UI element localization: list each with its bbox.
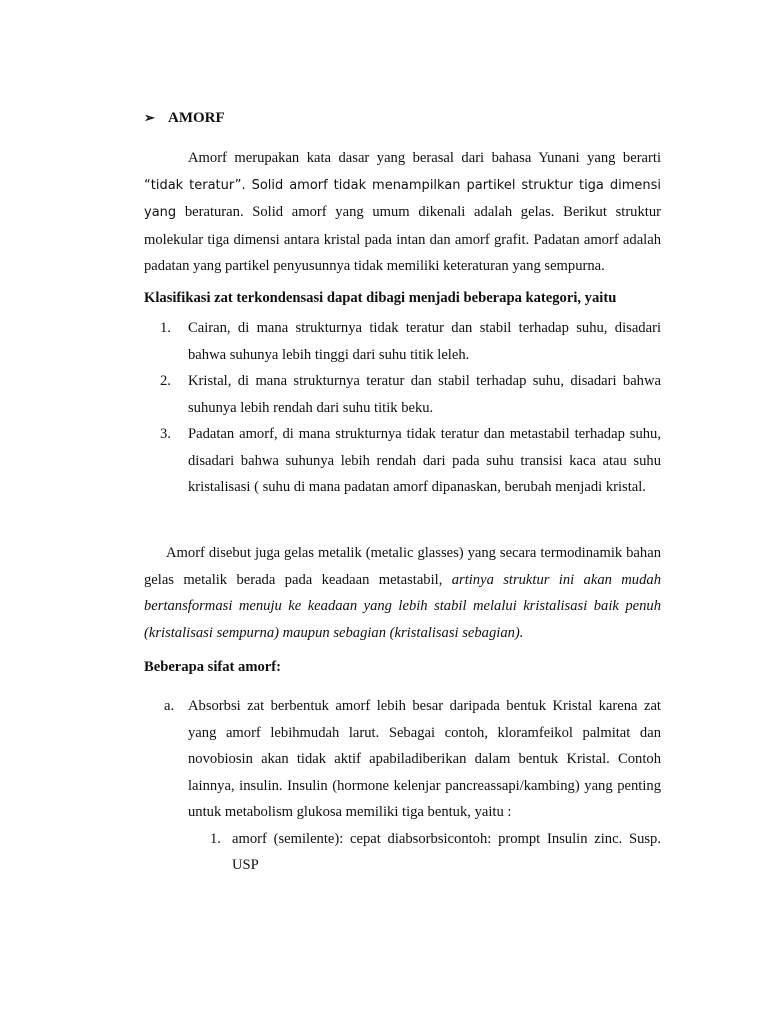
properties-list bbox=[144, 693, 661, 879]
intro-text-a: Amorf merupakan kata dasar yang berasal dari bahasa Yunani yang berarti bbox=[188, 150, 661, 166]
list-item-text: Padatan amorf, di mana strukturnya tidak teratur dan metastabil terhadap suhu, disadari bahwa suhunya lebih rendah dari pada suhu transisi kaca atau suhu kristalisasi ( suhu di mana padatan amorf dipanaskan, berubah menjadi kristal. bbox=[188, 426, 661, 495]
list-item-text: Kristal, di mana strukturnya teratur dan stabil terhadap suhu, disadari bahwa suhunya lebih rendah dari suhu titik beku. bbox=[188, 373, 661, 416]
classification-heading: Klasifikasi zat terkondensasi dapat dibagi menjadi beberapa kategori, yaitu bbox=[144, 290, 617, 306]
arrow-bullet-icon: ➢ bbox=[144, 110, 155, 125]
classification-list bbox=[144, 315, 661, 501]
sub-list-number: 1. bbox=[210, 830, 221, 847]
list-item bbox=[144, 693, 661, 826]
intro-text-b: “tidak teratur”. Solid amorf tidak menampilkan partikel struktur tiga dimensi yang bbox=[144, 177, 661, 220]
list-number: 3. bbox=[160, 426, 171, 442]
list-item bbox=[144, 421, 661, 501]
list-item-text: Cairan, di mana strukturnya tidak teratur dan stabil terhadap suhu, disadari bahwa suhunya lebih tinggi dari suhu titik leleh. bbox=[188, 320, 661, 363]
properties-heading: Beberapa sifat amorf: bbox=[144, 659, 281, 675]
list-number: 2. bbox=[160, 373, 171, 389]
metallic-glass-paragraph bbox=[144, 540, 661, 646]
paragraph-text: Amorf disebut juga gelas metalik (metalic glasses) yang secara termodinamik bahan gelas metalik berada pada keadaan metastabil, bbox=[144, 545, 661, 588]
sub-list-item bbox=[144, 826, 661, 879]
intro-text-c: beraturan. Solid amorf yang umum dikenali adalah gelas. Berikut struktur molekular tiga dimensi antara kristal pada intan dan amorf grafit. Padatan amorf adalah padatan yang partikel penyusunnya tidak memiliki keteraturan yang sempurna. bbox=[144, 204, 661, 274]
section-heading bbox=[144, 110, 661, 127]
paragraph-italic-text: artinya struktur ini akan mudah bertansformasi menuju ke keadaan yang lebih stabil melalui kristalisasi baik penuh (kristalisasi sempurna) maupun sebagian (kristalisasi sebagian). bbox=[144, 571, 661, 641]
list-item bbox=[144, 368, 661, 421]
list-letter: a. bbox=[164, 698, 175, 714]
list-number: 1. bbox=[160, 320, 171, 336]
list-item-text: Absorbsi zat berbentuk amorf lebih besar daripada bentuk Kristal karena zat yang amorf lebihmudah larut. Sebagai contoh, kloramfeikol palmitat dan novobiosin akan tidak aktif apabiladiberikan dalam bentuk Kristal. Contoh lainnya, insulin. Insulin (hormone kelenjar pancreassapi/kambing) yang penting untuk metabolism glukosa memiliki tiga bentuk, yaitu : bbox=[188, 698, 661, 820]
section-title: AMORF bbox=[168, 110, 225, 126]
list-item bbox=[144, 315, 661, 368]
sub-list-item-text: amorf (semilente): cepat diabsorbsicontoh: prompt Insulin zinc. Susp. USP bbox=[232, 830, 661, 873]
intro-paragraph bbox=[144, 145, 661, 280]
